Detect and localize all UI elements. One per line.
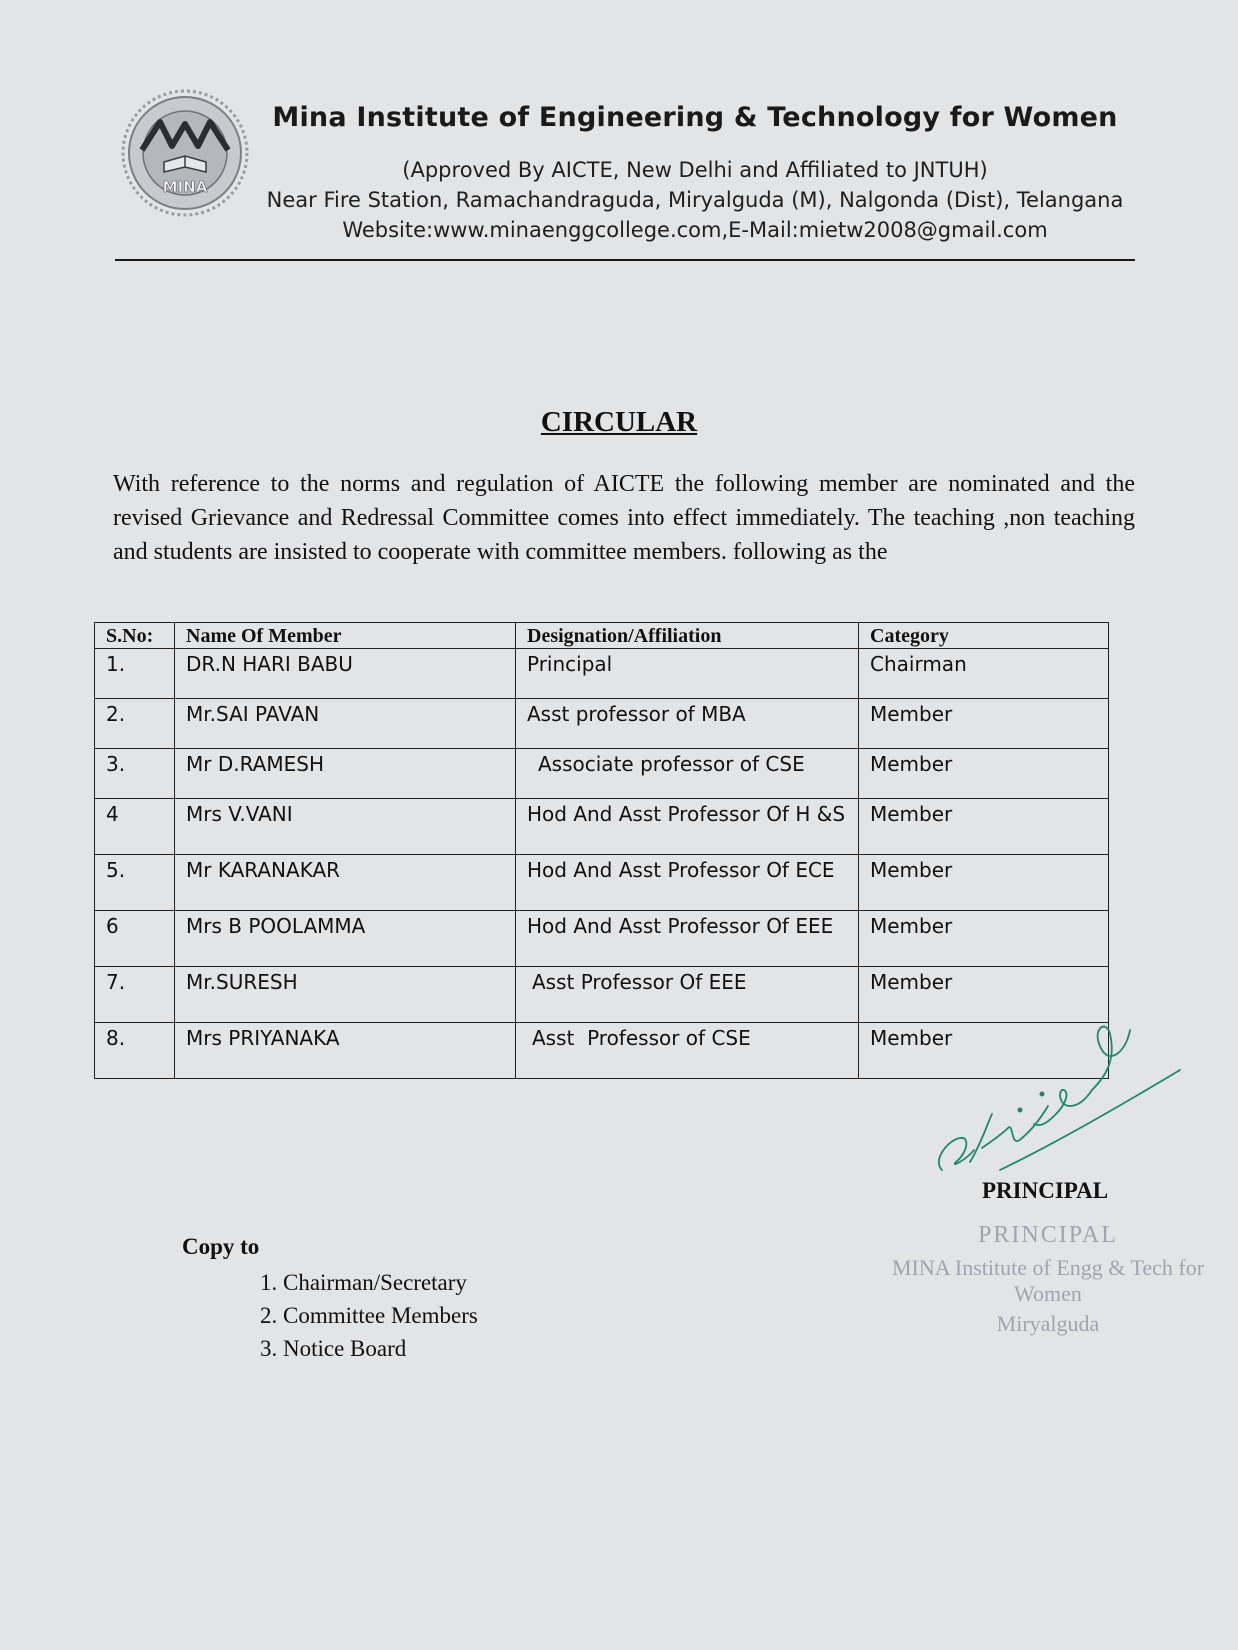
list-item: 1. Chairman/Secretary	[260, 1270, 467, 1295]
cell-name: Mrs V.VANI	[175, 799, 516, 855]
cell-category: Member	[859, 699, 1109, 749]
institute-logo	[120, 88, 250, 218]
principal-signature	[930, 1010, 1190, 1190]
cell-name: DR.N HARI BABU	[175, 649, 516, 699]
copy-to-heading: Copy to	[182, 1234, 260, 1259]
cell-name: Mrs PRIYANAKA	[175, 1023, 516, 1079]
table-row	[95, 749, 1109, 799]
principal-stamp	[868, 1222, 1228, 1337]
contact-line: Website:www.minaenggcollege.com,E-Mail:mietw2008@gmail.com	[342, 218, 1048, 242]
circular-body: With reference to the norms and regulation of AICTE the following member are nominated and the revised Grievance and Redressal Committee comes into effect immediately. The teaching ,non teaching and students are insisted to cooperate with committee members. following as the	[113, 471, 1135, 565]
cell-designation: Principal	[516, 649, 859, 699]
cell-designation: Associate professor of CSE	[516, 749, 859, 799]
address-line: Near Fire Station, Ramachandraguda, Miryalguda (M), Nalgonda (Dist), Telangana	[266, 188, 1124, 212]
stamp-location: Miryalguda	[996, 1311, 1100, 1336]
cell-category: Member	[859, 1023, 1109, 1079]
institution-name: Mina Institute of Engineering & Technology for Women	[272, 102, 1118, 133]
copy-to-list	[260, 1266, 478, 1365]
stamp-institution: MINA Institute of Engg & Tech for Women	[891, 1255, 1205, 1306]
cell-sno: 6	[95, 911, 175, 967]
cell-category: Member	[859, 855, 1109, 911]
cell-category: Member	[859, 967, 1109, 1023]
cell-designation: Hod And Asst Professor Of EEE	[516, 911, 859, 967]
table-row	[95, 799, 1109, 855]
cell-designation: Hod And Asst Professor Of H &S	[516, 799, 859, 855]
table-header-row	[95, 623, 1109, 649]
cell-name: Mr KARANAKAR	[175, 855, 516, 911]
principal-label: PRINCIPAL	[982, 1178, 1109, 1203]
table-row	[95, 649, 1109, 699]
svg-text:MINA: MINA	[162, 178, 208, 196]
cell-sno: 1.	[95, 649, 175, 699]
list-item: 2. Committee Members	[260, 1303, 478, 1328]
header-divider	[115, 259, 1135, 261]
header-name: Name Of Member	[175, 623, 516, 649]
list-item: 3. Notice Board	[260, 1336, 407, 1361]
table-row	[95, 855, 1109, 911]
cell-name: Mrs B POOLAMMA	[175, 911, 516, 967]
cell-sno: 4	[95, 799, 175, 855]
header-sno: S.No:	[95, 623, 175, 649]
cell-name: Mr.SURESH	[175, 967, 516, 1023]
header-category: Category	[859, 623, 1109, 649]
cell-sno: 2.	[95, 699, 175, 749]
cell-designation: Asst Professor Of EEE	[516, 967, 859, 1023]
cell-category: Chairman	[859, 649, 1109, 699]
cell-designation: Asst Professor of CSE	[516, 1023, 859, 1079]
table-row	[95, 911, 1109, 967]
cell-sno: 3.	[95, 749, 175, 799]
cell-name: Mr.SAI PAVAN	[175, 699, 516, 749]
cell-name: Mr D.RAMESH	[175, 749, 516, 799]
approval-line: (Approved By AICTE, New Delhi and Affiliated to JNTUH)	[402, 158, 988, 182]
header-designation: Designation/Affiliation	[516, 623, 859, 649]
cell-sno: 7.	[95, 967, 175, 1023]
cell-category: Member	[859, 911, 1109, 967]
cell-designation: Asst professor of MBA	[516, 699, 859, 749]
cell-category: Member	[859, 799, 1109, 855]
cell-designation: Hod And Asst Professor Of ECE	[516, 855, 859, 911]
cell-sno: 8.	[95, 1023, 175, 1079]
cell-sno: 5.	[95, 855, 175, 911]
circular-title: CIRCULAR	[540, 406, 698, 438]
cell-category: Member	[859, 749, 1109, 799]
stamp-title: PRINCIPAL	[978, 1222, 1118, 1248]
table-row	[95, 699, 1109, 749]
